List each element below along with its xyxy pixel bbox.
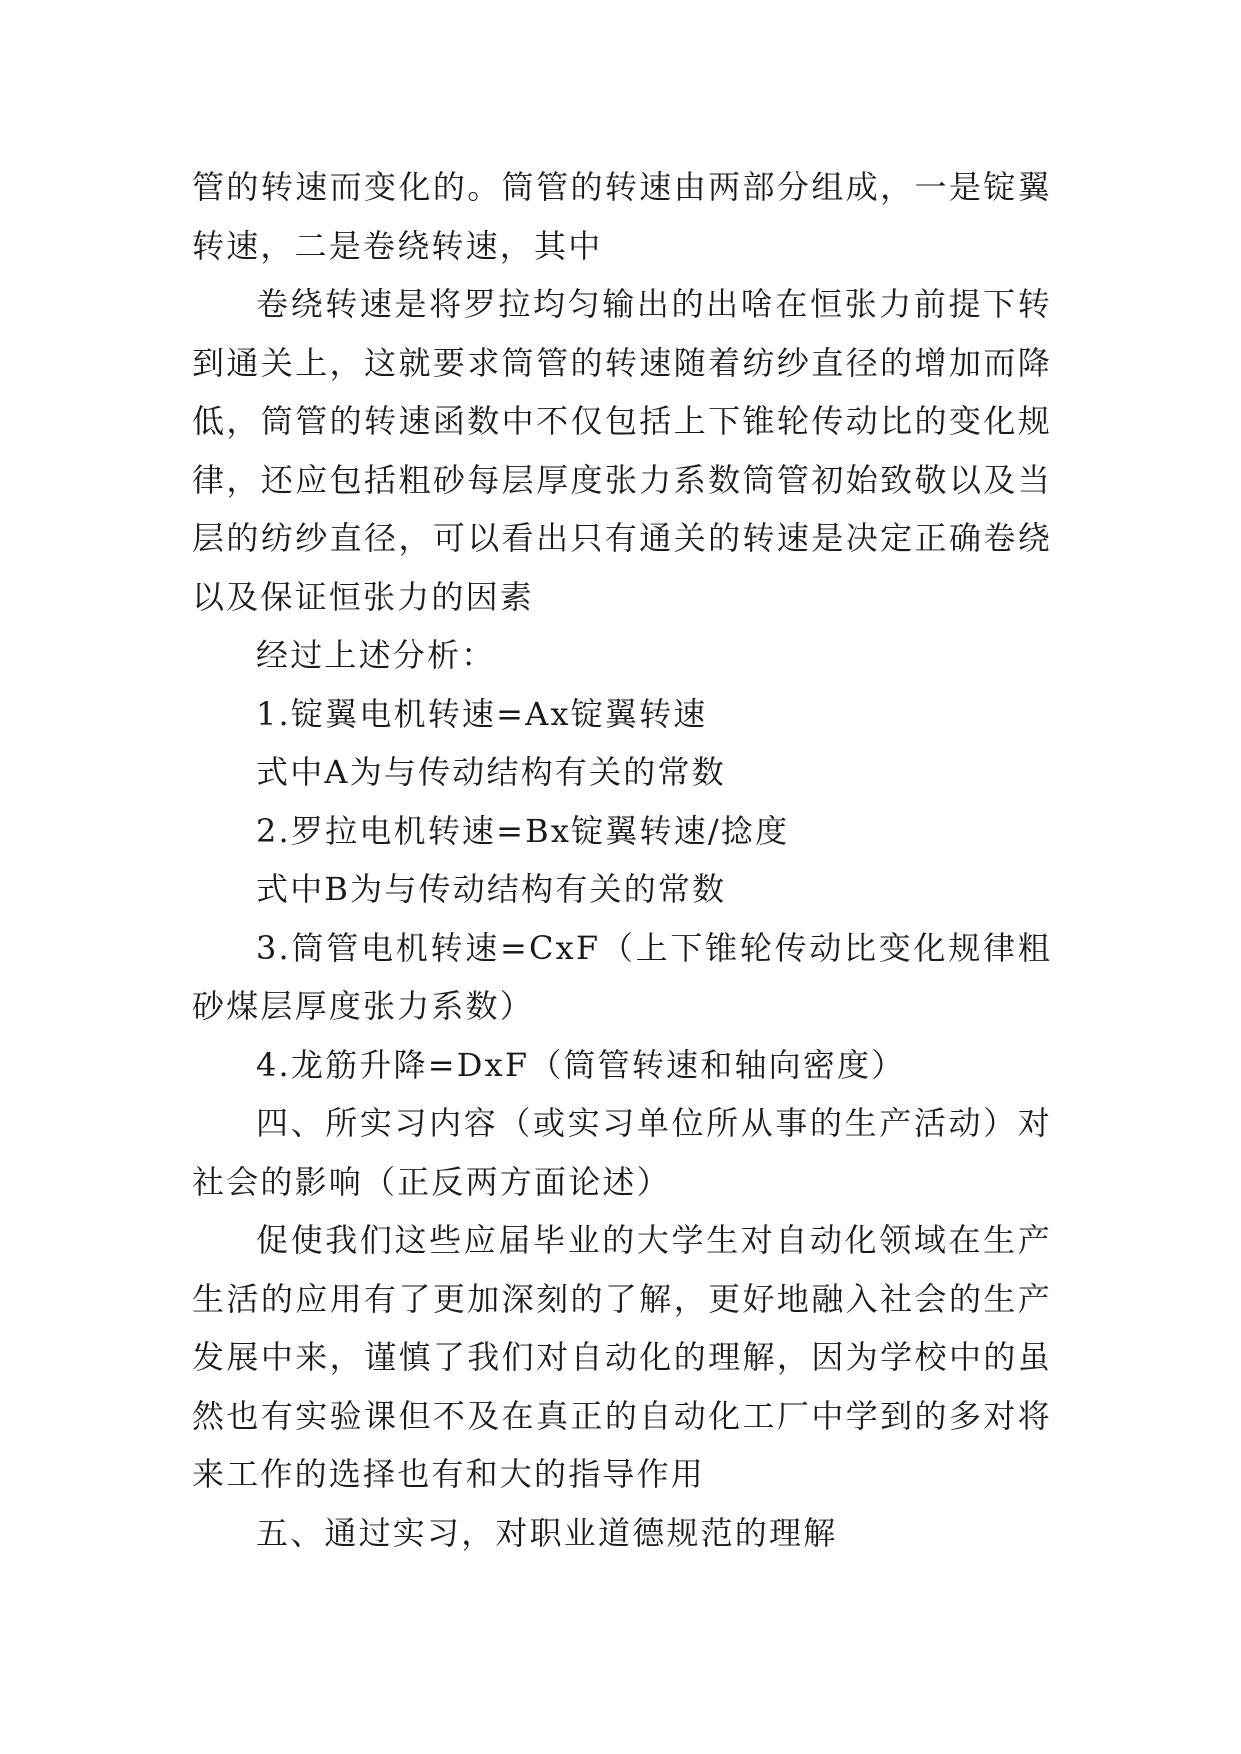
document-body [192,158,1052,1562]
formula-1: 1.锭翼电机转速=Ax锭翼转速 [256,694,708,733]
formula-3: 3.筒管电机转速=CxF（上下锥轮传动比变化规律粗砂煤层厚度张力系数） [192,928,1052,1025]
formula-2: 2.罗拉电机转速=Bx锭翼转速/捻度 [256,811,790,850]
paragraph-continuation: 管的转速而变化的。筒管的转速由两部分组成，一是锭翼转速，二是卷绕转速，其中 [192,168,1052,265]
paragraph-social-impact: 促使我们这些应届毕业的大学生对自动化领域在生产生活的应用有了更加深刻的了解，更好地融入社会的生产发展中来，谨慎了我们对自动化的理解，因为学校中的虽然也有实验课但不及在真正的自动化工厂中学到的多对将来工作的选择也有和大的指导作用 [192,1221,1052,1493]
section-heading-5: 五、通过实习，对职业道德规范的理解 [256,1513,838,1552]
paragraph-analysis-intro: 经过上述分析： [256,636,496,674]
paragraph-winding-speed: 卷绕转速是将罗拉均匀输出的出啥在恒张力前提下转到通关上，这就要求筒管的转速随着纺纱直径的增加而降低，筒管的转速函数中不仅包括上下锥轮传动比的变化规律，还应包括粗砂每层厚度张力系数筒管初始致敬以及当层的纺纱直径，可以看出只有通关的转速是决定正确卷绕以及保证恒张力的因素 [192,285,1052,616]
section-heading-4: 四、所实习内容（或实习单位所从事的生产活动）对社会的影响（正反两方面论述） [192,1104,1052,1201]
formula-1-note: 式中A为与传动结构有关的常数 [256,753,726,791]
formula-2-note: 式中B为与传动结构有关的常数 [256,870,727,908]
formula-4: 4.龙筋升降=DxF（筒管转速和轴向密度） [256,1045,906,1084]
